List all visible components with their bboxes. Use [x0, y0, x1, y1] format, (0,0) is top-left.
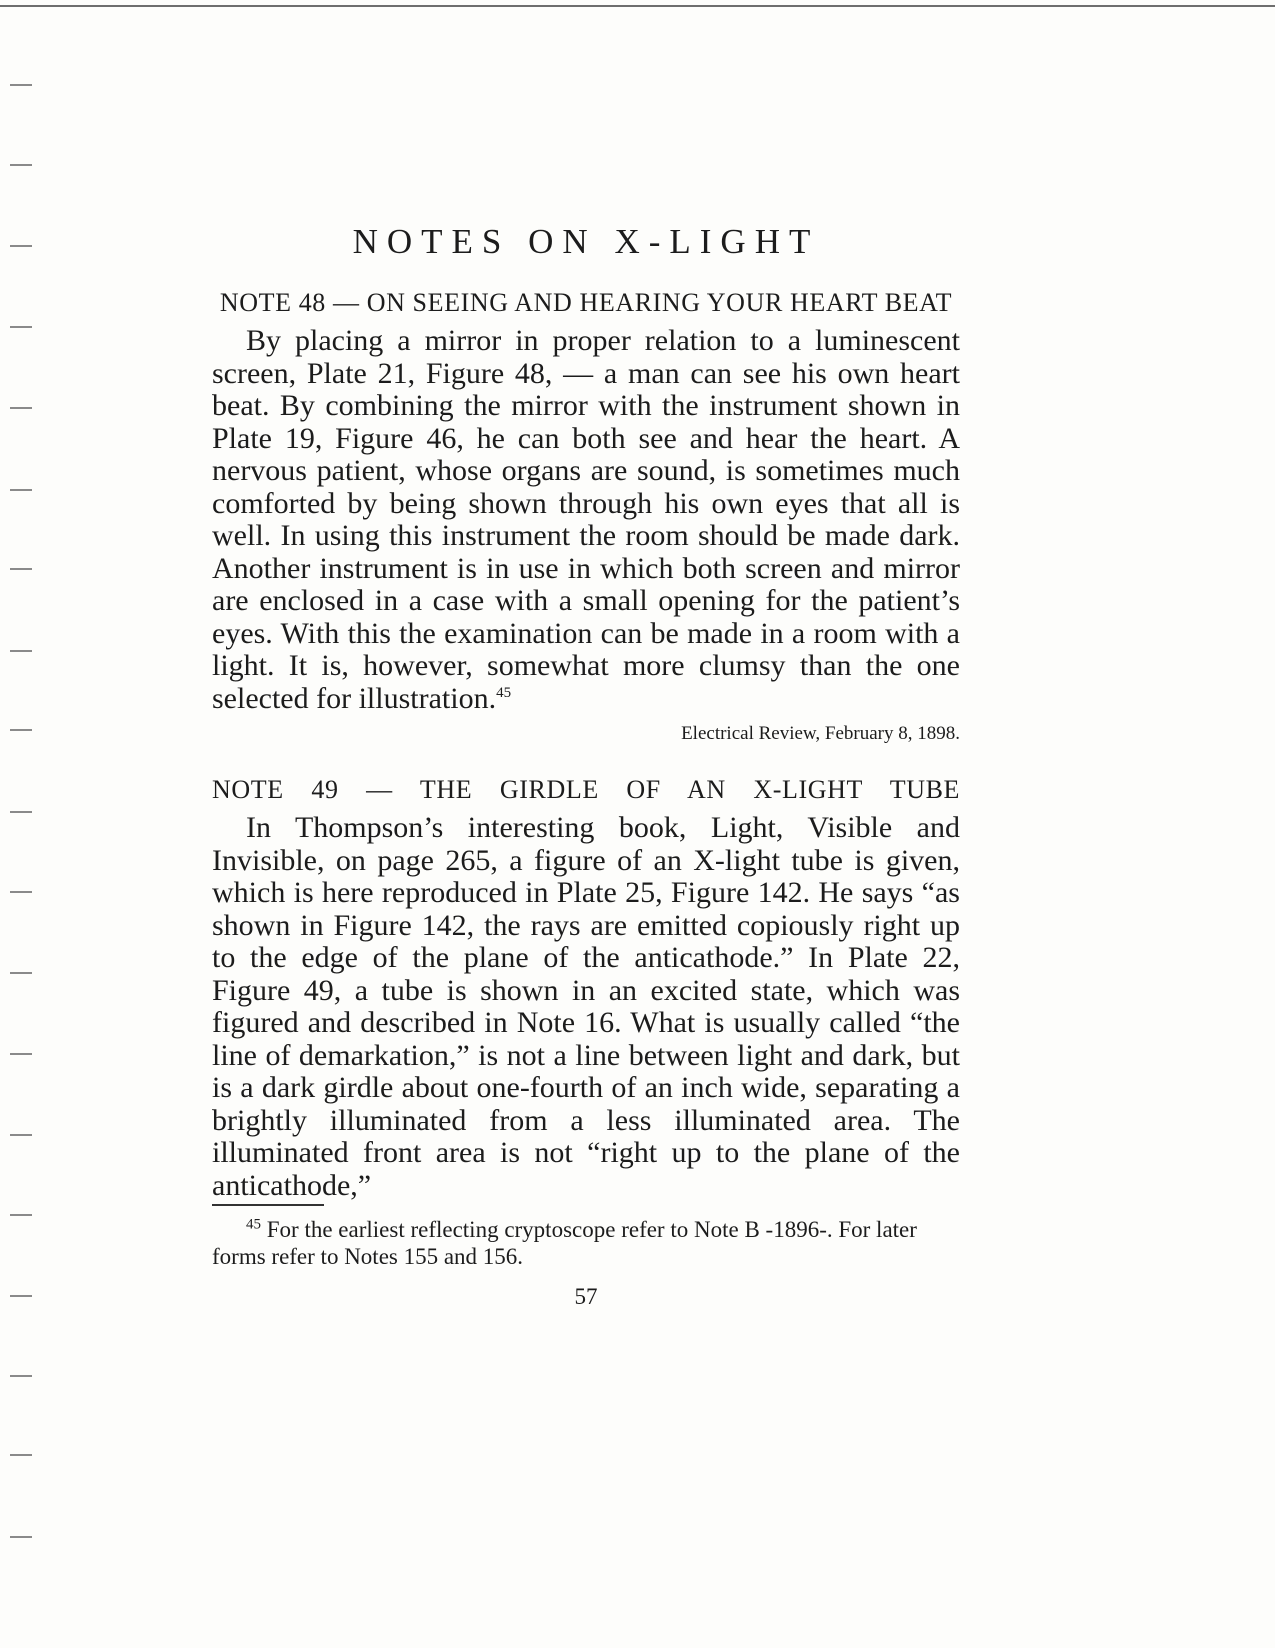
note-48-text: By placing a mirror in proper relation to a luminescent screen, Plate 21, Figure 48, — a man can see his own heart beat. By combining the mirror with the instrument shown in Plate 19, Figure 46, he can both see and hear the heart. A nervous patient, whose organs are sound, is sometimes much comforted by being shown through his own eyes that all is well. In using this instrument the room should be made dark. Another instrument is in use in which both screen and mirror are enclosed in a case with a small opening for the patient’s eyes. With this the examination can be made in a room with a light. It is, however, somewhat more clumsy than the one selected for illustration.: [212, 324, 960, 715]
scan-top-rule: [0, 5, 1275, 7]
page-number: 57: [574, 1284, 598, 1309]
footnote-ref-45: 45: [496, 684, 512, 701]
note-48-source: Electrical Review, February 8, 1898.: [681, 723, 960, 744]
note-49-body: In Thompson’s interesting book, Light, Visible and Invisible, on page 265, a figure of an X-light tube is given, which is here reproduced in Plate 25, Figure 142. He says “as shown in Figure 142, the rays are emitted copiously right up to the edge of the plane of the anticathode.” In Plate 22, Figure 49, a tube is shown in an excited state, which was figured and described in Note 16. What is usually called “the line of demarkation,” is not a line between light and dark, but is a dark girdle about one-fourth of an inch wide, separating a brightly illuminated from a less illuminated area. The illuminated front area is not “right up to the plane of the anticathode,”: [212, 811, 960, 1202]
footnote-rule: [212, 1204, 324, 1206]
note-48-body: [212, 325, 960, 715]
footnote-text: For the earliest reflecting cryptoscope refer to Note B -1896-. For later forms refer to Notes 155 and 156.: [212, 1217, 917, 1269]
note-48-heading: NOTE 48 — ON SEEING AND HEARING YOUR HEART BEAT: [219, 288, 953, 317]
note-49-heading: NOTE 49 — THE GIRDLE OF AN X-LIGHT TUBE: [212, 775, 960, 804]
footnote-45: [212, 1216, 960, 1270]
book-page: [212, 222, 960, 1310]
footnote-marker: 45: [246, 1216, 261, 1233]
running-head: NOTES ON X-LIGHT: [352, 222, 820, 261]
margin-tick-marks: [10, 0, 34, 1648]
